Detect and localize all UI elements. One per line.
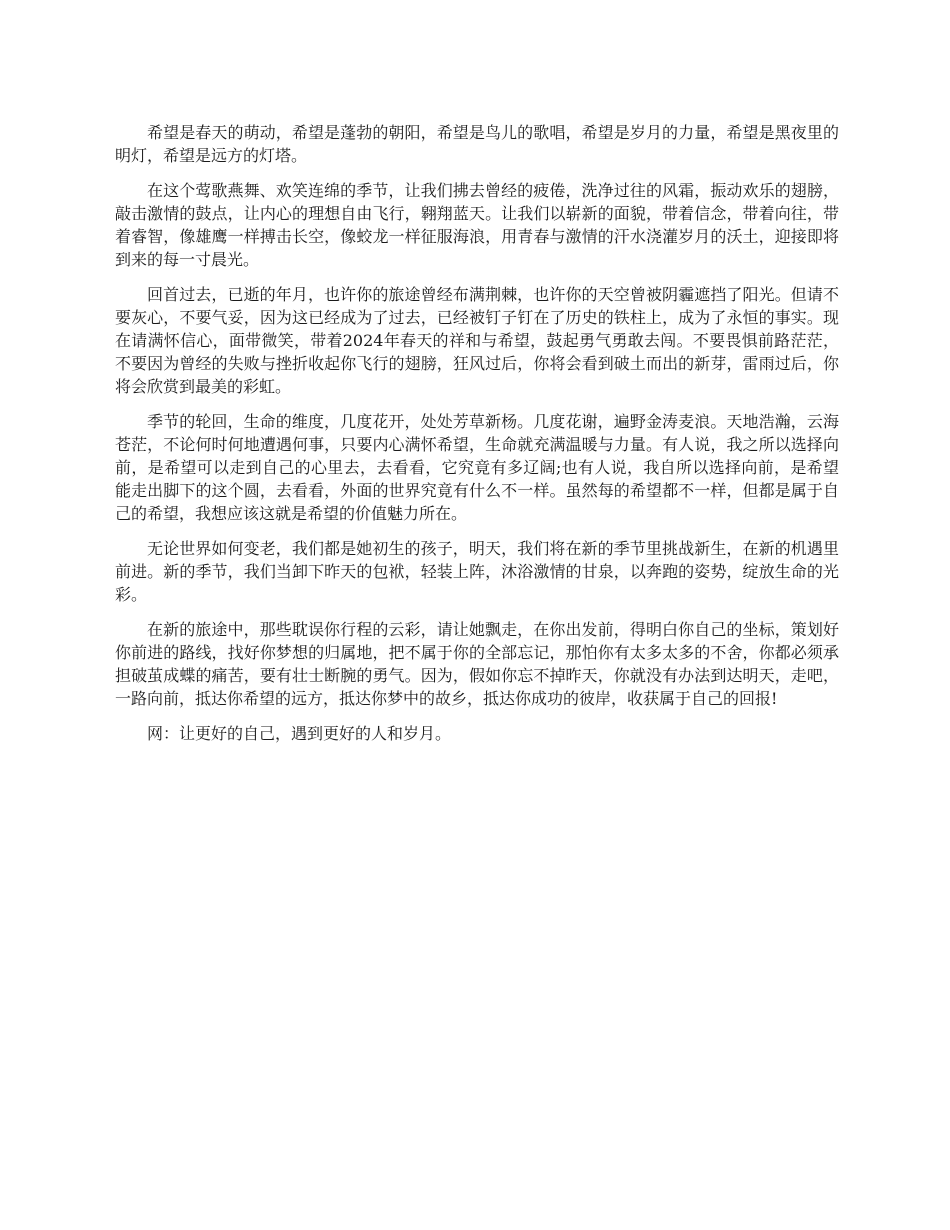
paragraph-4: 季节的轮回，生命的维度，几度花开，处处芳草新杨。几度花谢，遍野金涛麦浪。天地浩瀚，云海苍茫，不论何时何地遭遇何事，只要内心满怀希望，生命就充满温暖与力量。有人说，我之所以选择向前，是希望可以走到自己的心里去，去看看，它究竟有多辽阔;也有人说，我自所以选择向前，是希望能走出脚下的这个圆，去看看，外面的世界究竟有什么不一样。虽然每的希望都不一样，但都是属于自己的希望，我想应该这就是希望的价值魅力所在。 [115, 412, 839, 523]
article-body [115, 121, 839, 757]
paragraph-2: 在这个莺歌燕舞、欢笑连绵的季节，让我们拂去曾经的疲倦，洗净过往的风霜，振动欢乐的翅膀，敲击激情的鼓点，让内心的理想自由飞行，翱翔蓝天。让我们以崭新的面貌，带着信念，带着向往，带着睿智，像雄鹰一样搏击长空，像蛟龙一样征服海浪，用青春与激情的汗水浇灌岁月的沃土，迎接即将到来的每一寸晨光。 [115, 181, 839, 269]
paragraph-3: 回首过去，已逝的年月，也许你的旅途曾经布满荆棘，也许你的天空曾被阴霾遮挡了阳光。但请不要灰心，不要气妥，因为这已经成为了过去，已经被钉子钉在了历史的铁柱上，成为了永恒的事实。现在请满怀信心，面带微笑，带着2024年春天的祥和与希望，鼓起勇气勇敢去闯。不要畏惧前路茫茫，不要因为曾经的失败与挫折收起你飞行的翅膀，狂风过后，你将会看到破土而出的新芽，雷雨过后，你将会欣赏到最美的彩虹。 [115, 285, 839, 396]
paragraph-1: 希望是春天的萌动，希望是蓬勃的朝阳，希望是鸟儿的歌唱，希望是岁月的力量，希望是黑夜里的明灯，希望是远方的灯塔。 [115, 123, 839, 165]
paragraph-7: 网：让更好的自己，遇到更好的人和岁月。 [147, 724, 452, 743]
paragraph-5: 无论世界如何变老，我们都是她初生的孩子，明天，我们将在新的季节里挑战新生，在新的机遇里前进。新的季节，我们当卸下昨天的包袱，轻装上阵，沐浴激情的甘泉，以奔跑的姿势，绽放生命的光彩。 [115, 539, 839, 604]
paragraph-6: 在新的旅途中，那些耽误你行程的云彩，请让她飘走，在你出发前，得明白你自己的坐标，策划好你前进的路线，找好你梦想的归属地，把不属于你的全部忘记，那怕你有太多太多的不舍，你都必须承担破茧成蝶的痛苦，要有壮士断腕的勇气。因为，假如你忘不掉昨天，你就没有办法到达明天，走吧，一路向前，抵达你希望的远方，抵达你梦中的故乡，抵达你成功的彼岸，收获属于自己的回报! [115, 620, 839, 708]
